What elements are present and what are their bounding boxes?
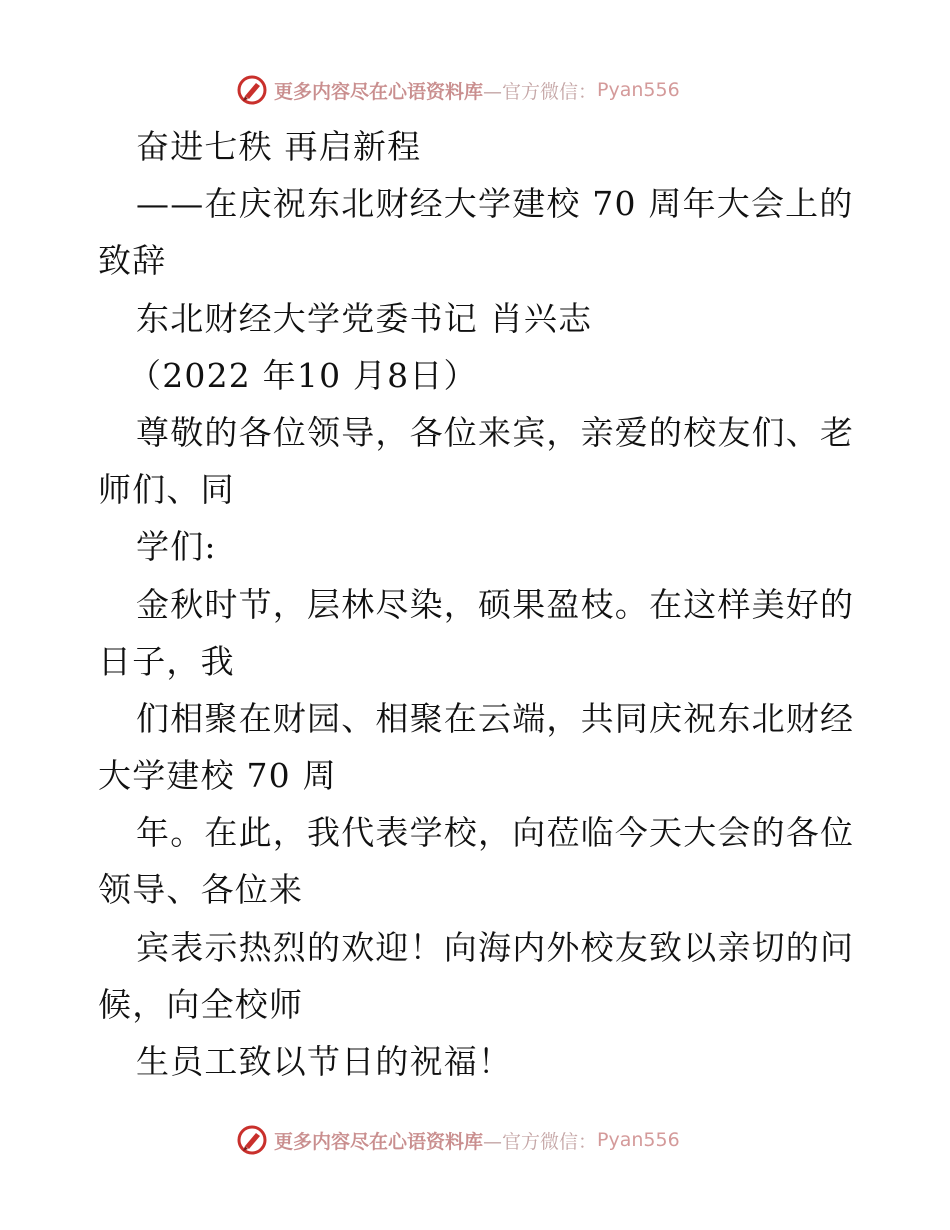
doc-subtitle-cont: 致辞 [98,241,167,281]
doc-title: 奋进七秩 再启新程 [136,127,422,166]
watermark-id-text: Pyan556 [597,1129,680,1151]
watermark-id-text: Pyan556 [597,79,680,101]
doc-paragraph-line: 宾表示热烈的欢迎！向海内外校友致以亲切的问 [136,927,855,967]
watermark-side-text: —官方微信： [483,80,598,103]
pen-logo-icon [236,1124,268,1156]
watermark-banner-bottom [236,1123,680,1157]
doc-author: 东北财经大学党委书记 肖兴志 [136,298,593,338]
doc-paragraph-line: 日子，我 [98,641,235,681]
doc-paragraph-line: 师们、同 [98,470,235,510]
doc-paragraph-line: 年。在此，我代表学校，向莅临今天大会的各位 [136,813,855,853]
doc-paragraph-line: 学们: [136,527,217,567]
pen-logo-icon [236,74,268,106]
doc-paragraph-line: 尊敬的各位领导，各位来宾，亲爱的校友们、老 [136,412,855,452]
watermark-banner-top [236,73,680,107]
watermark-main-text: 更多内容尽在心语资料库 [274,80,484,103]
doc-paragraph-line: 金秋时节，层林尽染，硕果盈枝。在这样美好的 [136,584,855,624]
watermark-side-text: —官方微信： [483,1130,598,1153]
watermark-main-text: 更多内容尽在心语资料库 [274,1130,484,1153]
doc-paragraph-line: 候，向全校师 [98,984,304,1024]
document-body [98,118,858,1090]
doc-paragraph-line: 领导、各位来 [98,870,304,910]
doc-paragraph-line: 生员工致以节日的祝福！ [136,1042,513,1081]
doc-paragraph-line: 大学建校 70 周 [98,756,337,796]
doc-subtitle: ——在庆祝东北财经大学建校 70 周年大会上的 [136,184,854,224]
doc-paragraph-line: 们相聚在财园、相聚在云端，共同庆祝东北财经 [136,698,855,738]
doc-date: （2022 年10 月8日） [128,355,478,395]
